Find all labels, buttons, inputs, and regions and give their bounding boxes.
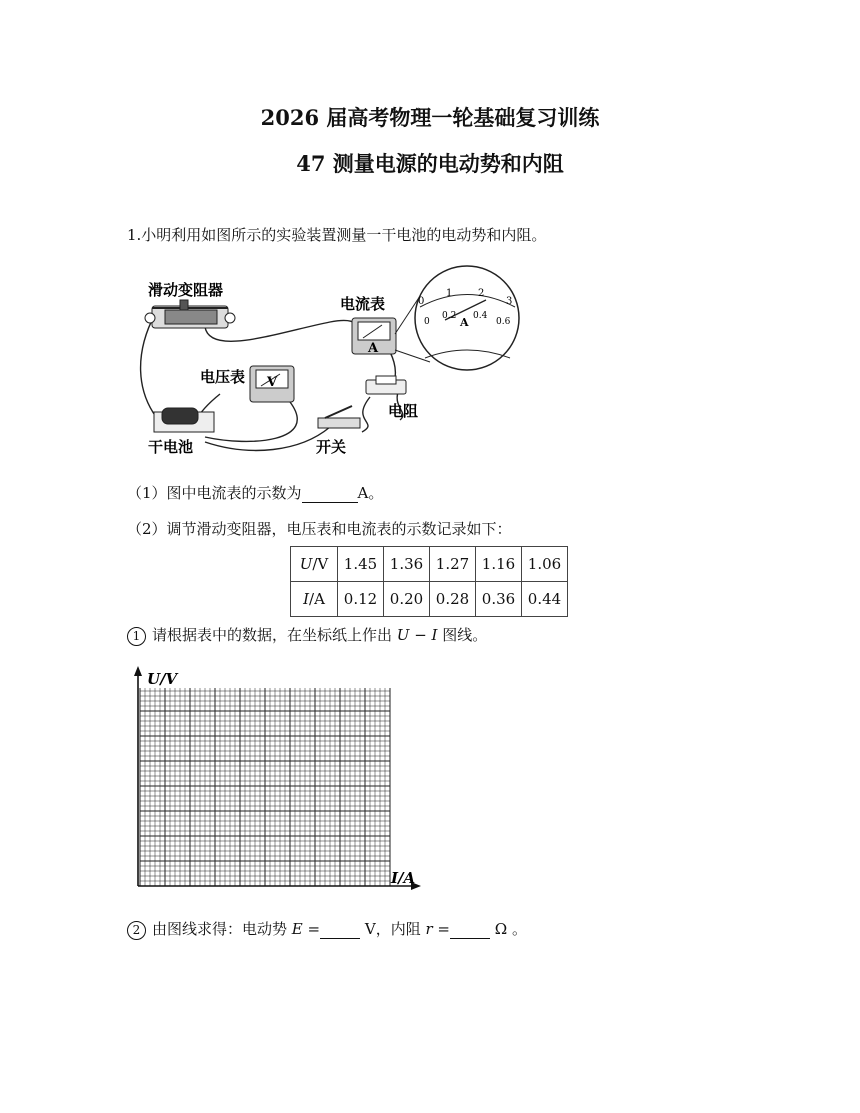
table-cell: 1.06 [522,547,568,582]
scale-unit: A [460,316,469,329]
y-axis-arrow [134,666,142,676]
table-row-current [291,582,568,617]
rheostat-label: 滑动变阻器 [148,281,224,299]
circled-number-1: 1 [127,627,146,646]
battery [154,408,214,432]
x-axis-label: I/A [391,869,416,887]
part-2-text: （2）调节滑动变阻器，电压表和电流表的示数记录如下： [127,520,512,538]
table-cell: 1.36 [384,547,430,582]
answer-blank-current[interactable] [302,484,358,503]
scale-upper-1: 1 [446,288,453,299]
ammeter-letter: A [368,341,379,356]
table-cell: 0.20 [384,582,430,617]
graph-paper[interactable] [125,664,425,894]
scale-lower-2: 0.4 [473,311,488,321]
scale-upper-2: 2 [478,288,485,299]
scale-lower-1: 0.2 [442,311,457,321]
part-1-prefix: （1）图中电流表的示数为 [127,484,302,502]
switch [318,406,360,428]
part-1-text [127,482,383,503]
answer-blank-emf[interactable] [320,920,360,939]
switch-label: 开关 [316,438,347,456]
ammeter [352,318,396,356]
table-row-voltage [291,547,568,582]
table-cell: 0.36 [476,582,522,617]
page-subtitle: 47 测量电源的电动势和内阻 [296,151,564,176]
resistor-label: 电阻 [388,402,419,420]
table-cell: 1.16 [476,547,522,582]
battery-label: 干电池 [148,438,194,456]
sub-question-2: 2 由图线求得：电动势 E = V，内阻 r = Ω 。 [127,918,527,940]
data-table [290,546,568,617]
page-title: 2026 届高考物理一轮基础复习训练 [260,105,600,130]
resistor [366,376,406,394]
voltmeter-letter: V [267,375,278,390]
table-cell: 0.12 [338,582,384,617]
scale-upper-3: 3 [506,296,513,307]
table-cell: 1.45 [338,547,384,582]
scale-lower-3: 0.6 [496,317,511,327]
table-cell: 1.27 [430,547,476,582]
voltmeter-label: 电压表 [200,368,246,386]
scale-upper-0: 0 [418,296,425,307]
table-header-voltage: U/V [291,547,338,582]
sub-question-1: 1 请根据表中的数据，在坐标纸上作出 U − I 图线。 [127,624,487,646]
circled-number-2: 2 [127,921,146,940]
voltmeter [250,366,294,402]
ammeter-label: 电流表 [340,295,386,313]
ammeter-scale-magnified [415,266,519,370]
table-cell: 0.28 [430,582,476,617]
scale-lower-0: 0 [424,317,430,327]
table-cell: 0.44 [522,582,568,617]
part-1-unit: A。 [357,484,384,502]
y-axis-label: U/V [147,670,178,688]
circuit-figure [130,262,530,462]
table-header-current: I/A [291,582,338,617]
rheostat [145,300,235,328]
answer-blank-resistance[interactable] [450,920,490,939]
question-intro: 1.小明利用如图所示的实验装置测量一干电池的电动势和内阻。 [127,226,547,244]
graph-grid [140,688,390,886]
